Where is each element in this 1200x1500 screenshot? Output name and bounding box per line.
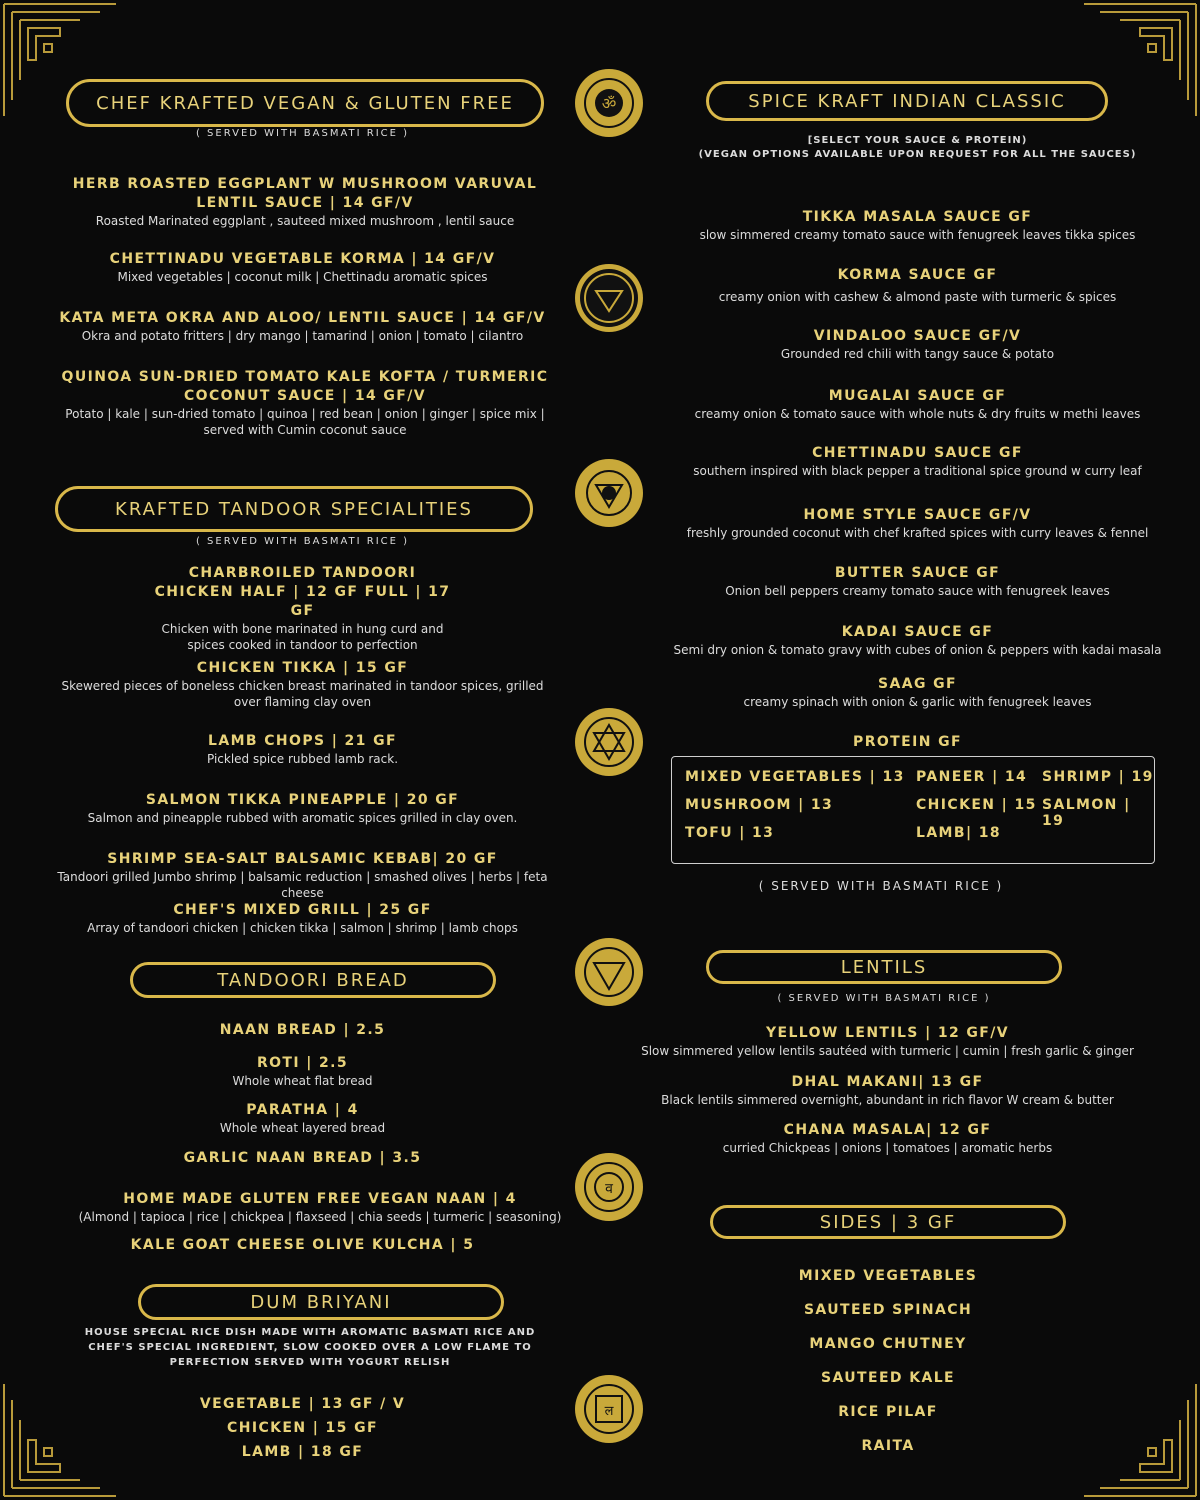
menu-item: VEGETABLE | 13 GF / V CHICKEN | 15 GF LAMB | 18 GF: [199, 1396, 406, 1460]
menu-item: MUGALAI SAUCE GF creamy onion & tomato sauce with whole nuts & dry fruits w methi leaves: [694, 388, 1141, 421]
side-item: MANGO CHUTNEY: [809, 1336, 967, 1352]
protein-option: PANEER | 14: [916, 769, 1028, 785]
classic-served-note: ( SERVED WITH BASMATI RICE ): [758, 879, 1004, 893]
menu-item: HERB ROASTED EGGPLANT W MUSHROOM VARUVAL LENTIL SAUCE | 14 GF/V Roasted Marinated eggplant , sauteed mixed mushroom , lentil sauce: [72, 176, 538, 228]
menu-item: GARLIC NAAN BREAD | 3.5: [183, 1150, 422, 1166]
protein-option: MUSHROOM | 13: [685, 797, 834, 813]
corner-ornament-icon: [1080, 1380, 1200, 1500]
menu-item: CHICKEN TIKKA | 15 GF Skewered pieces of boneless chicken breast marinated in tandoor spices, grilled over flaming clay oven: [61, 660, 544, 709]
heart-chakra-icon: [572, 705, 646, 779]
menu-item: CHETTINADU SAUCE GF southern inspired with black pepper a traditional spice ground w curry leaf: [693, 445, 1142, 478]
protein-option: TOFU | 13: [685, 825, 775, 841]
classic-select-note: [SELECT YOUR SAUCE & PROTEIN): [807, 135, 1028, 146]
menu-item: SALMON TIKKA PINEAPPLE | 20 GF Salmon and pineapple rubbed with aromatic spices grilled in clay oven.: [87, 792, 518, 825]
menu-item: KATA META OKRA AND ALOO/ LENTIL SAUCE | 14 GF/V Okra and potato fritters | dry mango | tamarind | onion | tomato | cilantro: [59, 310, 546, 343]
menu-item: ROTI | 2.5 Whole wheat flat bread: [232, 1055, 373, 1088]
protein-option: LAMB| 18: [916, 825, 1002, 841]
protein-title: PROTEIN GF: [853, 734, 962, 750]
menu-item: HOME STYLE SAUCE GF/V freshly grounded coconut with chef krafted spices with curry leaves & fennel: [686, 507, 1149, 540]
tandoor-served-note: ( SERVED WITH BASMATI RICE ): [195, 536, 410, 547]
menu-item: LAMB CHOPS | 21 GF Pickled spice rubbed lamb rack.: [206, 733, 399, 766]
svg-text:व: व: [605, 1181, 613, 1197]
side-item: RAITA: [861, 1438, 915, 1454]
protein-option: SHRIMP | 19: [1042, 769, 1154, 785]
menu-item: DHAL MAKANI| 13 GF Black lentils simmered overnight, abundant in rich flavor W cream & butter: [661, 1074, 1114, 1107]
briyani-description: HOUSE SPECIAL RICE DISH MADE WITH AROMATIC BASMATI RICE AND CHEF'S SPECIAL INGREDIENT, SLOW COOKED OVER A LOW FLAME TO PERFECTION SERVED WITH YOGURT RELISH: [84, 1327, 536, 1368]
sides-list: [700, 1259, 1076, 1463]
menu-item: BUTTER SAUCE GF Onion bell peppers creamy tomato sauce with fenugreek leaves: [725, 565, 1110, 598]
protein-option: CHICKEN | 15: [916, 797, 1037, 813]
lentils-heading: LENTILS: [706, 950, 1062, 984]
svg-text:ल: ल: [604, 1404, 614, 1419]
solar-plexus-chakra-icon: [572, 935, 646, 1009]
menu-item: HOME MADE GLUTEN FREE VEGAN NAAN | 4 (Almond | tapioca | rice | chickpea | flaxseed | chia seeds | turmeric | seasoning): [78, 1191, 562, 1224]
svg-text:ॐ: ॐ: [601, 94, 617, 113]
tandoor-heading: KRAFTED TANDOOR SPECIALITIES: [55, 486, 533, 532]
side-item: SAUTEED KALE: [821, 1370, 955, 1386]
side-item: SAUTEED SPINACH: [803, 1302, 973, 1318]
menu-item: QUINOA SUN-DRIED TOMATO KALE KOFTA / TURMERIC COCONUT SAUCE | 14 GF/V Potato | kale | sun-dried tomato | quinoa | red bean | onion | ginger | spice mix | served with Cumin coconut sauce: [61, 369, 549, 437]
menu-item: YELLOW LENTILS | 12 GF/V Slow simmered yellow lentils sautéed with turmeric | cumin | fresh garlic & ginger: [641, 1025, 1134, 1058]
menu-item: KORMA SAUCE GF creamy onion with cashew & almond paste with turmeric & spices: [718, 267, 1117, 304]
menu-item: CHEF'S MIXED GRILL | 25 GF Array of tandoori chicken | chicken tikka | salmon | shrimp | lamb chops: [87, 902, 518, 935]
menu-item: PARATHA | 4 Whole wheat layered bread: [219, 1102, 386, 1135]
vegan-heading: CHEF KRAFTED VEGAN & GLUTEN FREE: [66, 79, 544, 127]
protein-option: MIXED VEGETABLES | 13: [685, 769, 905, 785]
side-item: MIXED VEGETABLES: [798, 1268, 978, 1284]
classic-heading: SPICE KRAFT INDIAN CLASSIC: [706, 81, 1108, 121]
menu-item: KALE GOAT CHEESE OLIVE KULCHA | 5: [130, 1237, 475, 1253]
sides-heading: SIDES | 3 GF: [710, 1205, 1066, 1239]
menu-item: CHANA MASALA| 12 GF curried Chickpeas | onions | tomatoes | aromatic herbs: [722, 1122, 1053, 1155]
menu-item: TIKKA MASALA SAUCE GF slow simmered creamy tomato sauce with fenugreek leaves tikka spices: [699, 209, 1136, 242]
menu-item: SHRIMP SEA-SALT BALSAMIC KEBAB| 20 GF Tandoori grilled Jumbo shrimp | balsamic reduction | smashed olives | herbs | feta cheese: [57, 851, 548, 900]
menu-item: SAAG GF creamy spinach with onion & garlic with fenugreek leaves: [743, 676, 1092, 709]
protein-option: SALMON | 19: [1042, 797, 1131, 829]
menu-item: NAAN BREAD | 2.5: [219, 1022, 386, 1038]
briyani-heading: DUM BRIYANI: [138, 1284, 504, 1320]
menu-item: VINDALOO SAUCE GF/V Grounded red chili with tangy sauce & potato: [780, 328, 1055, 361]
crown-chakra-icon: [572, 66, 646, 140]
third-eye-chakra-icon: [572, 261, 646, 335]
protein-list-box: [671, 756, 1155, 864]
menu-item: CHARBROILED TANDOORI CHICKEN HALF | 12 GF FULL | 17 GF Chicken with bone marinated in hung curd and spices cooked in tandoor to perfection: [154, 565, 451, 652]
root-chakra-icon: [572, 1372, 646, 1446]
side-item: RICE PILAF: [838, 1404, 938, 1420]
bread-heading: TANDOORI BREAD: [130, 962, 496, 998]
menu-item: KADAI SAUCE GF Semi dry onion & tomato gravy with cubes of onion & peppers with kadai masala: [673, 624, 1162, 657]
throat-chakra-icon: [572, 456, 646, 530]
vegan-served-note: ( SERVED WITH BASMATI RICE ): [195, 128, 410, 139]
classic-vegan-note: (VEGAN OPTIONS AVAILABLE UPON REQUEST FOR ALL THE SAUCES): [698, 149, 1137, 160]
menu-item: CHETTINADU VEGETABLE KORMA | 14 GF/V Mixed vegetables | coconut milk | Chettinadu aromatic spices: [109, 251, 496, 284]
lentils-served-note: ( SERVED WITH BASMATI RICE ): [777, 993, 991, 1004]
